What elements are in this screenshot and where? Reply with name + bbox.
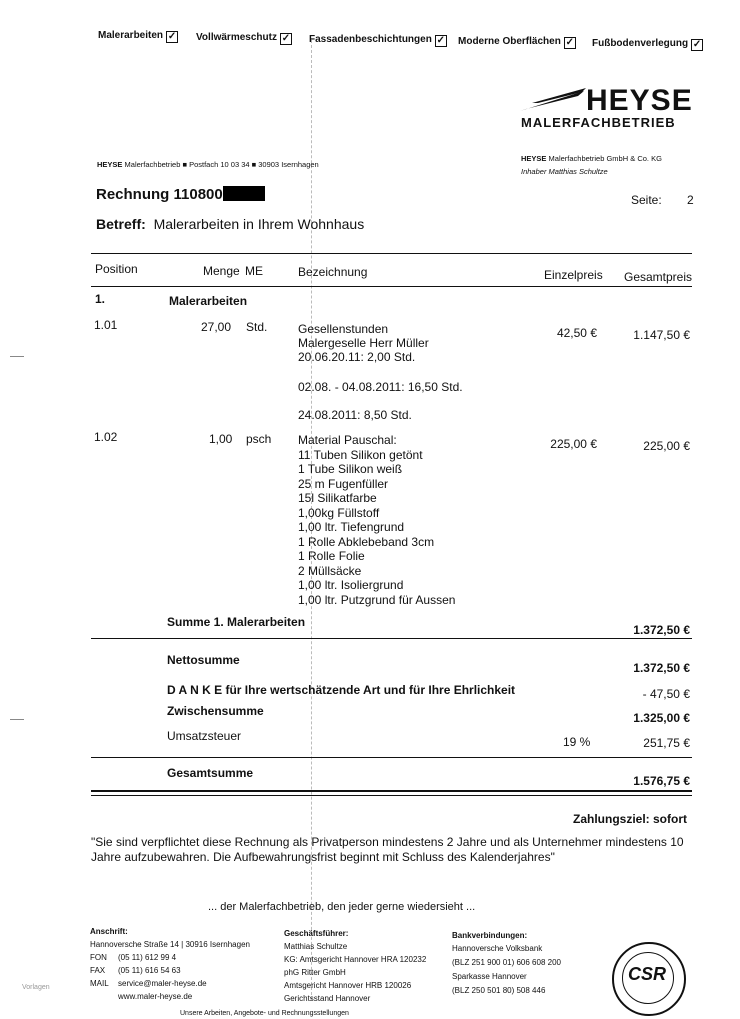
redaction-bar [223, 186, 265, 201]
item-desc-line: 1,00 ltr. Putzgrund für Aussen [298, 593, 456, 607]
page-number: 2 [687, 193, 694, 207]
footer-address: Hannoversche Straße 14 | 30916 Isernhagen [90, 940, 250, 949]
service-5: Fußbodenverlegung ✓ [592, 38, 702, 50]
checkbox-checked-icon: ✓ [692, 39, 702, 50]
header-me: ME [245, 264, 263, 278]
item-desc-line: Gesellenstunden [298, 322, 389, 336]
footer-bottom-line: Unsere Arbeiten, Angebote- und Rechnungsstellungen [180, 1010, 349, 1017]
footer-management-line: Amtsgericht Hannover HRB 120026 [284, 981, 412, 990]
netto-value: 1.372,50 € [633, 661, 690, 675]
invoice-title: Rechnung 110800 [96, 186, 265, 203]
header-bezeichnung: Bezeichnung [298, 265, 368, 279]
footer-management-title: Geschäftsführer: [284, 929, 349, 938]
table-top-rule [91, 253, 692, 254]
item-me: Std. [246, 320, 268, 334]
item-desc-line: Malergeselle Herr Müller [298, 336, 429, 350]
checkbox-checked-icon: ✓ [565, 37, 574, 48]
item-position: 1.01 [94, 318, 118, 332]
service-4: Moderne Oberflächen ✓ [458, 36, 574, 48]
footer-contact-label: FAX [90, 966, 106, 975]
checkbox-checked-icon: ✓ [281, 33, 291, 44]
summe-rule [91, 638, 692, 639]
company-owner: Inhaber Matthias Schultze [521, 167, 608, 176]
item-desc-line: 1 Rolle Folie [298, 549, 365, 563]
notice-line: "Sie sind verpflichtet diese Rechnung als Privatperson mindestens 2 Jahre und als Unternehmer mindestens 10 [91, 835, 684, 849]
csr-seal-icon [612, 942, 686, 1016]
item-gesamtpreis: 1.147,50 € [633, 328, 690, 342]
item-me: psch [246, 432, 272, 446]
footer-address-title: Anschrift: [90, 927, 128, 936]
logo-swoosh-icon [518, 87, 588, 113]
service-2: Vollwärmeschutz ✓ [196, 32, 291, 44]
item-desc-line: 20.06.20.11: 2,00 Std. [298, 350, 416, 364]
gesamt-value: 1.576,75 € [633, 774, 690, 788]
summe-value: 1.372,50 € [633, 623, 690, 637]
ust-label: Umsatzsteuer [167, 729, 242, 743]
footer-management-line: Matthias Schultze [284, 942, 348, 951]
zwischen-label: Zwischensumme [167, 704, 264, 718]
header-menge: Menge [203, 264, 240, 278]
header-position: Position [95, 262, 138, 276]
footer-management-line: KG: Amtsgericht Hannover HRA 120232 [284, 955, 427, 964]
ust-rate: 19 % [563, 735, 591, 749]
checkbox-checked-icon: ✓ [436, 35, 445, 46]
item-gesamtpreis: 225,00 € [643, 439, 690, 453]
item-desc-line: Material Pauschal: [298, 433, 397, 447]
footer-management-line: Gerichtsstand Hannover [284, 994, 371, 1003]
header-gesamtpreis: Gesamtpreis [624, 270, 693, 284]
item-desc-line: 15l Silikatfarbe [298, 491, 377, 505]
notice-line: Jahre aufzubewahren. Die Aufbewahrungsfrist beginnt mit Schluss des Kalenderjahres" [91, 850, 555, 864]
ust-value: 251,75 € [643, 736, 690, 750]
item-menge: 1,00 [209, 432, 233, 446]
table-header-rule [91, 286, 692, 287]
item-menge: 27,00 [201, 320, 232, 334]
gesamt-rule-2 [91, 795, 692, 796]
footer-contact-label: MAIL [90, 979, 109, 988]
footer-bank-line: (BLZ 251 900 01) 606 608 200 [452, 958, 561, 967]
danke-value: - 47,50 € [642, 687, 690, 701]
footer-bank-title: Bankverbindungen: [452, 931, 528, 940]
footer-bank-line: (BLZ 250 501 80) 508 446 [452, 986, 546, 995]
danke-label: D A N K E für Ihre wertschätzende Art und für Ihre Ehrlichkeit [167, 683, 516, 697]
item-desc-line: 1 Tube Silikon weiß [298, 462, 403, 476]
footer-bank-line: Sparkasse Hannover [452, 972, 527, 981]
item-desc-line: 1,00 ltr. Isoliergrund [298, 578, 404, 592]
footer-contact-value: (05 11) 616 54 63 [118, 966, 181, 975]
sender-line: HEYSE Malerfachbetrieb ■ Postfach 10 03 34 ■ 30903 Isernhagen [97, 160, 319, 169]
item-desc-line: 02.08. - 04.08.2011: 16,50 Std. [298, 380, 463, 394]
seal-text: CSR [627, 964, 666, 984]
page-label: Seite: [631, 193, 662, 207]
footer-email-link[interactable]: service@maler-heyse.de [118, 979, 207, 988]
footer-website-link[interactable]: www.maler-heyse.de [118, 992, 193, 1001]
section-number: 1. [95, 292, 106, 306]
side-note: Vorlagen [22, 984, 50, 991]
netto-label: Nettosumme [167, 653, 240, 667]
company-name: HEYSE Malerfachbetrieb GmbH & Co. KG [521, 154, 662, 163]
service-3: Fassadenbeschichtungen ✓ [309, 34, 445, 46]
header-einzelpreis: Einzelpreis [544, 268, 603, 282]
fold-mark [10, 356, 24, 357]
subject: Betreff: Malerarbeiten in Ihrem Wohnhaus [96, 216, 365, 232]
item-position: 1.02 [94, 430, 118, 444]
item-desc-line: 11 Tuben Silikon getönt [298, 448, 423, 462]
item-desc-line: 1 Rolle Abklebeband 3cm [298, 535, 435, 549]
ust-rule [91, 757, 692, 758]
section-title: Malerarbeiten [169, 294, 248, 308]
item-desc-line: 1,00 ltr. Tiefengrund [298, 520, 405, 534]
logo-subtitle: MALERFACHBETRIEB [521, 115, 676, 130]
item-desc-line: 1,00kg Füllstoff [298, 506, 380, 520]
checkbox-checked-icon: ✓ [167, 31, 177, 42]
zwischen-value: 1.325,00 € [633, 711, 690, 725]
item-desc-line: 25 m Fugenfüller [298, 477, 389, 491]
gesamt-rule-1 [91, 790, 692, 792]
logo-name: HEYSE [586, 84, 693, 117]
footer-bank-line: Hannoversche Volksbank [452, 944, 543, 953]
footer-contact-value: (05 11) 612 99 4 [118, 953, 177, 962]
item-desc-line: 2 Müllsäcke [298, 564, 362, 578]
gesamt-label: Gesamtsumme [167, 766, 254, 780]
fold-mark [10, 719, 24, 720]
item-desc-line: 24.08.2011: 8,50 Std. [298, 408, 412, 422]
footer-management-line: phG Ritter GmbH [284, 968, 346, 977]
footer-contact-label: FON [90, 953, 107, 962]
item-einzelpreis: 42,50 € [556, 326, 597, 340]
closing-line: ... der Malerfachbetrieb, den jeder gerne wiedersieht ... [208, 901, 476, 913]
item-einzelpreis: 225,00 € [550, 437, 597, 451]
service-1: Malerarbeiten ✓ [98, 30, 177, 42]
payment-terms: Zahlungsziel: sofort [573, 812, 687, 826]
summe-label: Summe 1. Malerarbeiten [167, 615, 306, 629]
